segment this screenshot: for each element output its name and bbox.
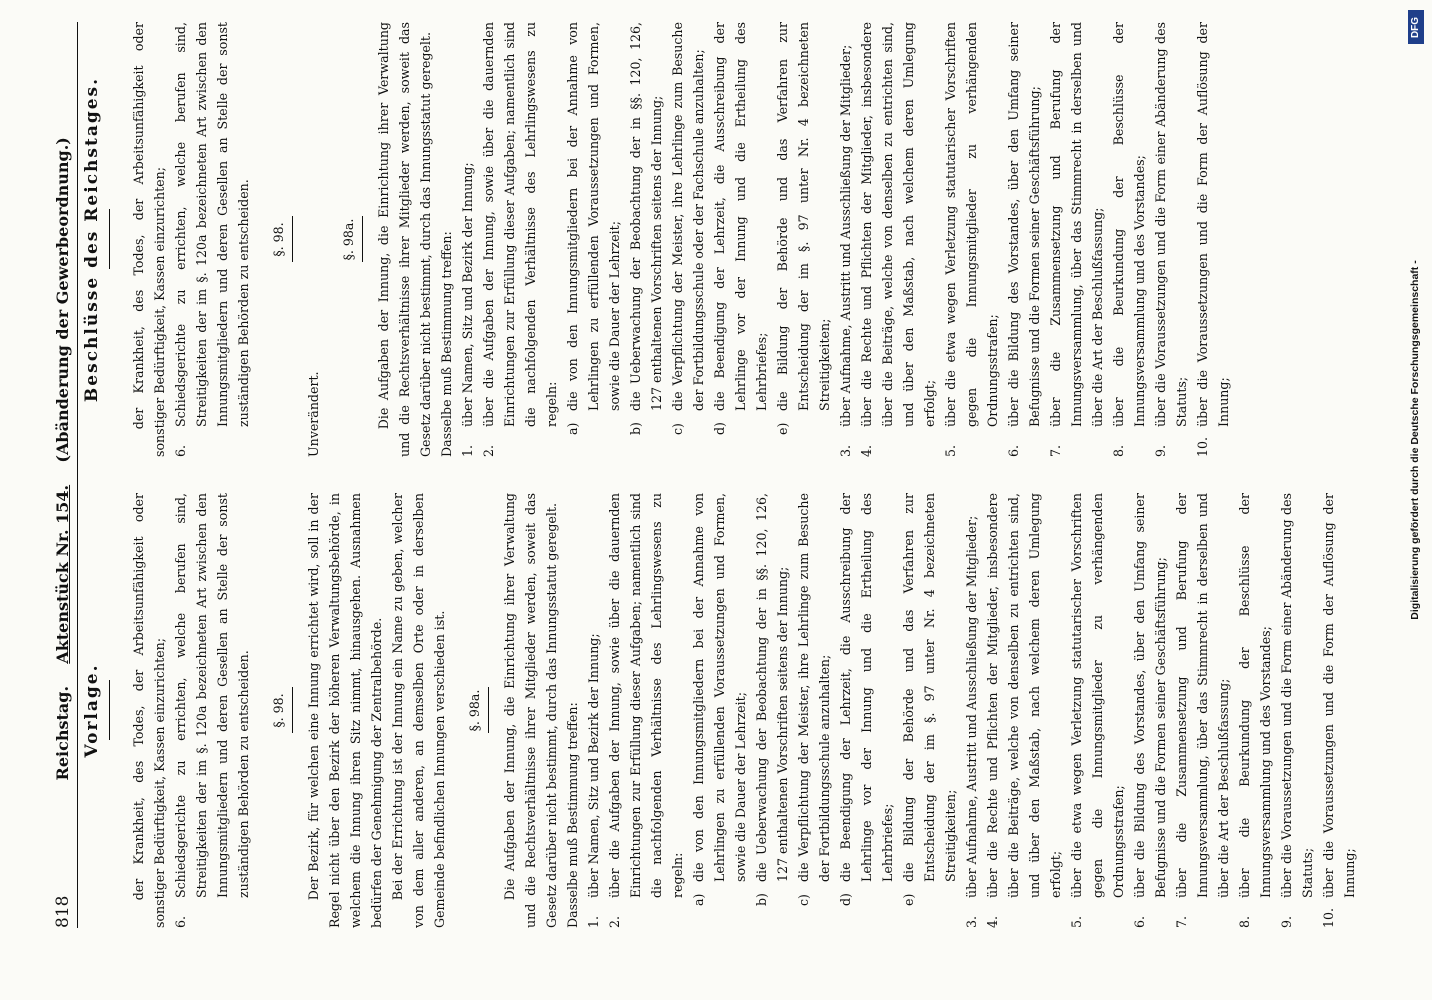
sub-item-text: die Beendigung der Lehrzeit, die Ausschreibung der Lehrlinge vor der Innung und die Ertheilung des Lehrbriefes;	[712, 22, 769, 411]
sub-item-text: die Verpflichtung der Meister, ihre Lehrlinge zum Besuche der Fortbildungsschule oder der Fachschule anzuhalten;	[670, 22, 706, 411]
intro-text: der Krankheit, des Todes, der Arbeitsunfähigkeit oder sonstiger Bedürftigkeit, Kassen einzurichten;	[131, 493, 167, 928]
item-number: 9.	[1153, 444, 1168, 457]
section-number: §. 98a.	[341, 218, 356, 261]
running-title	[53, 22, 72, 896]
section-rule	[488, 688, 489, 734]
page-number: 818	[53, 895, 73, 928]
sub-item	[793, 493, 835, 928]
item-text: über die Voraussetzungen und die Form der Auflösung der Innung;	[1195, 22, 1231, 427]
item-number: 5.	[943, 444, 958, 457]
item-text: über die Rechte und Pflichten der Mitglieder, insbesondere über die Beiträge, welche von denselben zu entrichten sind, und über den Maßstab, nach welchem deren Umlegung erfolgt;	[859, 22, 937, 427]
list-item	[170, 22, 254, 457]
sub-item-text: die von den Innungsmitgliedern bei der Annahme von Lehrlingen zu erfüllenden Voraussetzungen und Formen, sowie die Dauer der Lehrzeit;	[565, 22, 622, 411]
item-number: 7.	[1174, 915, 1189, 928]
list-item	[1108, 22, 1150, 457]
sub-item	[625, 22, 667, 457]
section-number: §. 98a.	[467, 689, 482, 732]
section-number: §. 98.	[271, 222, 286, 257]
page-header	[53, 22, 78, 928]
list-item	[856, 22, 940, 457]
sub-item-letter: b)	[628, 422, 643, 435]
column-title-text: Vorlage.	[82, 663, 102, 758]
sub-item-letter: c)	[796, 894, 811, 906]
item-number: 3.	[838, 444, 853, 457]
sub-item	[709, 22, 772, 457]
column-title-text: Beschlüsse des Reichstages.	[82, 76, 102, 403]
section-rule	[292, 217, 293, 263]
document-page	[31, 0, 1401, 950]
list-item	[1003, 22, 1045, 457]
sub-item-letter: e)	[775, 422, 790, 435]
list-item	[961, 493, 982, 928]
list-item	[1150, 22, 1192, 457]
item-number: 10.	[1321, 907, 1336, 928]
column-vorlage	[82, 493, 1360, 928]
item-number: 5.	[1069, 915, 1084, 928]
section-heading-98	[268, 22, 293, 457]
item-text: über Aufnahme, Austritt und Ausschließung der Mitglieder;	[964, 515, 979, 898]
item-text: über Namen, Sitz und Bezirk der Innung;	[586, 633, 601, 898]
item-text: über die Rechte und Pflichten der Mitglieder, insbesondere über die Beiträge, welche von denselben zu entrichten sind, und über den Maßstab, nach welchem deren Umlegung erfolgt;	[985, 493, 1063, 898]
section-rule	[362, 217, 363, 263]
item-number: 3.	[964, 915, 979, 928]
list-item	[940, 22, 1003, 457]
title-reichstag: Reichstag.	[53, 685, 72, 781]
section-98a-text: Die Aufgaben der Innung, die Einrichtung ihrer Verwaltung und die Rechtsverhältnisse ihrer Mitglieder werden, soweit das Gesetz darüber nicht bestimmt, durch das Innungsstatut geregelt.	[502, 493, 559, 928]
list-item	[1234, 493, 1276, 928]
sub-item-letter: c)	[670, 423, 685, 435]
sub-item-letter: e)	[901, 893, 916, 906]
section-98a-lead: Dasselbe muß Bestimmung treffen:	[439, 231, 454, 457]
item-number: 6.	[173, 444, 188, 457]
sub-item	[835, 493, 898, 928]
item-text: Schiedsgerichte zu errichten, welche berufen sind, Streitigkeiten der im §. 120a bezeichneten Art zwischen den Innungsmitgliedern und deren Gesellen an Stelle der sonst zuständigen Behörden zu entscheiden.	[173, 22, 251, 427]
logo-text: DFG	[1410, 16, 1422, 38]
list-item	[982, 493, 1066, 928]
list-item	[1318, 493, 1360, 928]
item-number: 1.	[586, 915, 601, 928]
title-subject: (Abänderung der Gewerbeordnung.)	[53, 137, 72, 463]
list-item	[478, 22, 562, 457]
item-number: 4.	[859, 444, 874, 457]
item-text: über Aufnahme, Austritt und Ausschließung der Mitglieder;	[838, 44, 853, 427]
item-text: über die Beurkundung der Beschlüsse der Innungsversammlung und des Vorstandes;	[1111, 22, 1147, 427]
item-number: 7.	[1048, 444, 1063, 457]
list-item	[1276, 493, 1318, 928]
section-heading-98	[268, 493, 293, 928]
title-aktenstueck: Aktenstück Nr. 154.	[53, 484, 72, 664]
section-rule	[292, 688, 293, 734]
title-rule	[109, 210, 110, 270]
section-98-text-2: Bei der Errichtung ist der Innung ein Name zu geben, welcher von dem aller anderen, an demselben Orte oder in derselben Gemeinde befindlichen Innungen verschieden ist.	[390, 493, 447, 928]
item-number: 8.	[1237, 915, 1252, 928]
item-text: über die Voraussetzungen und die Form einer Abänderung des Statuts;	[1279, 493, 1315, 898]
section-heading-98a	[464, 493, 489, 928]
list-item	[604, 493, 688, 928]
item-number: 8.	[1111, 444, 1126, 457]
sub-item-letter: a)	[565, 422, 580, 435]
section-98a-lead: Dasselbe muß Bestimmung treffen:	[565, 702, 580, 928]
item-number: 1.	[460, 444, 475, 457]
column-title-beschluesse	[82, 22, 110, 457]
title-rule	[109, 681, 110, 741]
item-text: über die Bildung des Vorstandes, über den Umfang seiner Befugnisse und die Formen seiner Geschäftsführung;	[1006, 22, 1042, 427]
sub-item-text: die Verpflichtung der Meister, ihre Lehrlinge zum Besuche der Fortbildungsschule anzuhalten;	[796, 493, 832, 882]
sub-item-text: die Ueberwachung der Beobachtung der in §§. 120, 126, 127 enthaltenen Vorschriften seitens der Innung;	[628, 22, 664, 411]
item-text: über die Voraussetzungen und die Form der Auflösung der Innung;	[1321, 493, 1357, 898]
sub-item-text: die Bildung der Behörde und das Verfahren zur Entscheidung der im §. 97 unter Nr. 4 bezeichneten Streitigkeiten;	[901, 493, 958, 882]
section-98-text: Unverändert.	[306, 371, 321, 457]
item-number: 6.	[173, 915, 188, 928]
list-item	[1171, 493, 1234, 928]
dfg-logo-icon	[1408, 10, 1424, 44]
item-number: 6.	[1006, 444, 1021, 457]
item-text: über die Voraussetzungen und die Form einer Abänderung des Statuts;	[1153, 22, 1189, 427]
item-text: über die Beurkundung der Beschlüsse der Innungsversammlung und des Vorstandes;	[1237, 493, 1273, 898]
section-98-text: Der Bezirk, für welchen eine Innung errichtet wird, soll in der Regel nicht über den Bezirk der höheren Verwaltungsbehörde, in welchem die Innung ihren Sitz nimmt, hinausgehen. Ausnahmen bedürfen der Genehmigung der Zentralbehörde.	[306, 493, 384, 928]
digitization-note: Digitalisierung gefördert durch die Deutsche Forschungsgemeinschaft -	[1409, 260, 1421, 620]
item-text: über die Aufgaben der Innung, sowie über die dauernden Einrichtungen zur Erfüllung dieser Aufgaben; namentlich sind die nachfolgenden Verhältnisse des Lehrlingswesens zu regeln:	[481, 22, 559, 427]
item-number: 2.	[607, 915, 622, 928]
sub-item	[772, 22, 835, 457]
item-text: über die Zusammensetzung und Berufung der Innungsversammlung, über das Stimmrecht in derselben und über die Art der Beschlußfassung;	[1174, 493, 1231, 898]
list-item	[1192, 22, 1234, 457]
item-number: 2.	[481, 444, 496, 457]
sub-item-letter: d)	[838, 893, 853, 906]
sub-item	[562, 22, 625, 457]
sub-item-letter: b)	[754, 893, 769, 906]
list-item	[583, 493, 604, 928]
section-number: §. 98.	[271, 693, 286, 728]
item-text: über die etwa wegen Verletzung statutarischer Vorschriften gegen die Innungsmitglieder zu verhängenden Ordnungsstrafen;	[943, 22, 1000, 427]
list-item	[1129, 493, 1171, 928]
section-98a-text: Die Aufgaben der Innung, die Einrichtung ihrer Verwaltung und die Rechtsverhältnisse ihrer Mitglieder werden, soweit das Gesetz darüber nicht bestimmt, durch das Innungsstatut geregelt.	[376, 22, 433, 457]
item-text: über die Zusammensetzung und Berufung der Innungsversammlung, über das Stimmrecht in derselben und über die Art der Beschlußfassung;	[1048, 22, 1105, 427]
item-number: 9.	[1279, 915, 1294, 928]
sub-item	[688, 493, 751, 928]
sub-item	[751, 493, 793, 928]
item-text: Schiedsgerichte zu errichten, welche berufen sind, Streitigkeiten der im §. 120a bezeichneten Art zwischen den Innungsmitgliedern und deren Gesellen an Stelle der sonst zuständigen Behörden zu entscheiden.	[173, 493, 251, 898]
sub-item	[898, 493, 961, 928]
list-item	[457, 22, 478, 457]
sub-item-letter: d)	[712, 422, 727, 435]
two-column-body	[82, 22, 1360, 928]
item-number: 6.	[1132, 915, 1147, 928]
item-text: über die etwa wegen Verletzung statutarischer Vorschriften gegen die Innungsmitglieder zu verhängenden Ordnungsstrafen;	[1069, 493, 1126, 898]
column-title-vorlage	[82, 493, 110, 928]
sub-item-letter: a)	[691, 893, 706, 906]
digitization-sidebar	[1405, 10, 1425, 990]
intro-text: der Krankheit, des Todes, der Arbeitsunfähigkeit oder sonstiger Bedürftigkeit, Kassen einzurichten;	[131, 22, 167, 457]
sub-item-text: die Ueberwachung der Beobachtung der in §§. 120, 126, 127 enthaltenen Vorschriften seitens der Innung;	[754, 493, 790, 882]
sub-item-text: die Bildung der Behörde und das Verfahren zur Entscheidung der im §. 97 unter Nr. 4 bezeichneten Streitigkeiten;	[775, 22, 832, 411]
column-beschluesse	[82, 22, 1360, 457]
list-item	[835, 22, 856, 457]
item-text: über die Bildung des Vorstandes, über den Umfang seiner Befugnisse und die Formen seiner Geschäftsführung;	[1132, 493, 1168, 898]
list-item	[1045, 22, 1108, 457]
sub-item	[667, 22, 709, 457]
section-heading-98a	[338, 22, 363, 457]
item-number: 4.	[985, 915, 1000, 928]
sub-item-text: die von den Innungsmitgliedern bei der Annahme von Lehrlingen zu erfüllenden Voraussetzungen und Formen, sowie die Dauer der Lehrzeit;	[691, 493, 748, 882]
item-text: über die Aufgaben der Innung, sowie über die dauernden Einrichtungen zur Erfüllung dieser Aufgaben; namentlich sind die nachfolgenden Verhältnisse des Lehrlingswesens zu regeln:	[607, 493, 685, 898]
list-item	[170, 493, 254, 928]
item-number: 10.	[1195, 436, 1210, 457]
list-item	[1066, 493, 1129, 928]
sub-item-text: die Beendigung der Lehrzeit, die Ausschreibung der Lehrlinge vor der Innung und die Ertheilung des Lehrbriefes;	[838, 493, 895, 882]
item-text: über Namen, Sitz und Bezirk der Innung;	[460, 162, 475, 427]
